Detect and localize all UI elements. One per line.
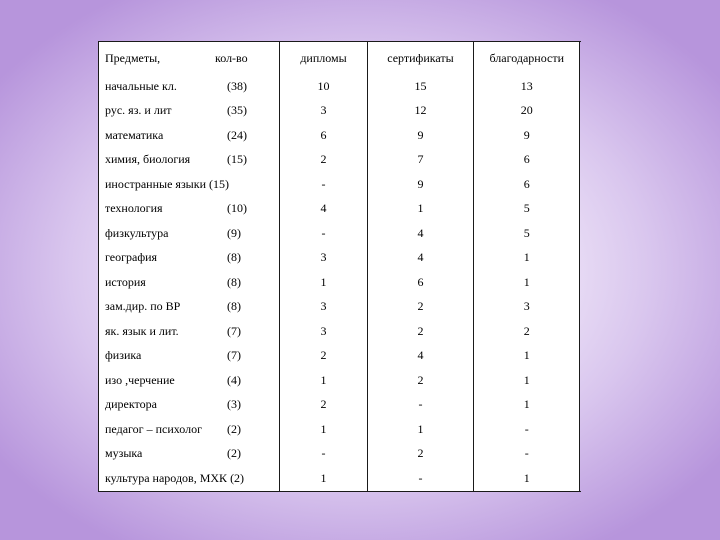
awards-table-body [99,42,580,492]
table-row [99,172,580,197]
table-row [99,344,580,369]
subject-cell [99,123,280,148]
subject-cell [99,466,280,491]
awards-table [98,41,580,492]
subject-cell [99,393,280,418]
subject-name: математика [105,127,164,142]
diplomas-cell: 2 [280,344,368,369]
teacher-count: (2) [227,446,241,461]
subject-name: иностранные языки (15) [105,176,229,191]
certificates-cell: 12 [368,99,474,124]
thanks-cell: 13 [520,78,533,93]
teacher-count: (35) [227,103,247,118]
diplomas-cell: 3 [280,246,368,271]
subject-cell [99,442,280,467]
diplomas-cell: 1 [280,368,368,393]
table-row [99,368,580,393]
thanks-cell: - [524,421,529,436]
subject-name: директора [105,397,157,412]
teacher-count: (15) [227,152,247,167]
teacher-count: (10) [227,201,247,216]
subject-cell [99,319,280,344]
subject-name: начальные кл. [105,78,177,93]
certificates-cell: 4 [368,221,474,246]
diplomas-cell: 10 [280,74,368,99]
diplomas-cell: - [280,442,368,467]
subject-name: химия, биология [105,152,191,167]
table-row [99,123,580,148]
subject-name: физика [105,348,142,363]
thanks-cell: 2 [523,323,530,338]
subject-cell [99,148,280,173]
header-subjects: Предметы, [105,50,161,65]
table-row [99,393,580,418]
subject-cell [99,221,280,246]
table-row [99,221,580,246]
subject-cell [99,99,280,124]
certificates-cell: 9 [368,172,474,197]
subject-name: изо ,черчение [105,372,175,387]
teacher-count: (8) [227,299,241,314]
diplomas-cell: 2 [280,148,368,173]
thanks-cell: 5 [523,201,530,216]
subject-cell [99,172,280,197]
teacher-count: (4) [227,372,241,387]
table-row [99,295,580,320]
teacher-count: (3) [227,397,241,412]
teacher-count: (8) [227,250,241,265]
teacher-count: (38) [227,78,247,93]
certificates-cell: 1 [368,417,474,442]
subject-cell [99,417,280,442]
certificates-cell: 9 [368,123,474,148]
table-header-row [99,42,580,75]
table-row [99,74,580,99]
teacher-count: (7) [227,323,241,338]
header-count: кол-во [215,50,248,65]
teacher-count: (2) [227,421,241,436]
subject-name: география [105,250,158,265]
thanks-cell: 1 [523,470,530,485]
header-certificates: сертификаты [368,42,474,75]
certificates-cell: 2 [368,295,474,320]
diplomas-cell: - [280,172,368,197]
certificates-cell: 2 [368,442,474,467]
diplomas-cell: 4 [280,197,368,222]
certificates-cell: 4 [368,246,474,271]
subject-cell [99,197,280,222]
subject-name: зам.дир. по ВР [105,299,181,314]
thanks-cell: 1 [523,348,530,363]
diplomas-cell: 1 [280,270,368,295]
subject-name: история [105,274,146,289]
header-subject-count [99,42,280,75]
diplomas-cell: 1 [280,466,368,491]
diplomas-cell: 6 [280,123,368,148]
diplomas-cell: 3 [280,295,368,320]
thanks-cell: 6 [523,176,530,191]
thanks-cell: - [524,446,529,461]
table-row [99,466,580,491]
teacher-count: (24) [227,127,247,142]
certificates-cell: 4 [368,344,474,369]
diplomas-cell: 2 [280,393,368,418]
certificates-cell: 2 [368,368,474,393]
subject-name: музыка [105,446,143,461]
table-row [99,197,580,222]
thanks-cell: 1 [523,274,530,289]
subject-name: як. язык и лит. [105,323,179,338]
subject-name: педагог – психолог [105,421,203,436]
subject-cell [99,74,280,99]
thanks-cell: 1 [523,397,530,412]
thanks-cell: 1 [523,250,530,265]
thanks-cell: 20 [520,103,533,118]
certificates-cell: 1 [368,197,474,222]
header-diplomas: дипломы [280,42,368,75]
certificates-cell: - [368,466,474,491]
header-thanks: благодарности [489,50,565,65]
teacher-count: (7) [227,348,241,363]
thanks-cell: 3 [523,299,530,314]
subject-cell [99,344,280,369]
thanks-cell: 1 [523,372,530,387]
subject-name: культура народов, МХК (2) [105,470,245,485]
table-row [99,148,580,173]
thanks-cell: 6 [523,152,530,167]
table-row [99,270,580,295]
subject-name: рус. яз. и лит [105,103,172,118]
subject-cell [99,368,280,393]
table-row [99,442,580,467]
subject-name: физкультура [105,225,169,240]
awards-table-container [98,41,579,484]
certificates-cell: 2 [368,319,474,344]
thanks-cell: 9 [523,127,530,142]
diplomas-cell: 1 [280,417,368,442]
teacher-count: (8) [227,274,241,289]
subject-cell [99,270,280,295]
subject-cell [99,246,280,271]
diplomas-cell: - [280,221,368,246]
certificates-cell: 7 [368,148,474,173]
table-row [99,417,580,442]
table-row [99,99,580,124]
diplomas-cell: 3 [280,319,368,344]
table-row [99,246,580,271]
teacher-count: (9) [227,225,241,240]
certificates-cell: 15 [368,74,474,99]
table-row [99,319,580,344]
thanks-cell: 5 [523,225,530,240]
subject-name: технология [105,201,163,216]
subject-cell [99,295,280,320]
certificates-cell: 6 [368,270,474,295]
certificates-cell: - [368,393,474,418]
diplomas-cell: 3 [280,99,368,124]
